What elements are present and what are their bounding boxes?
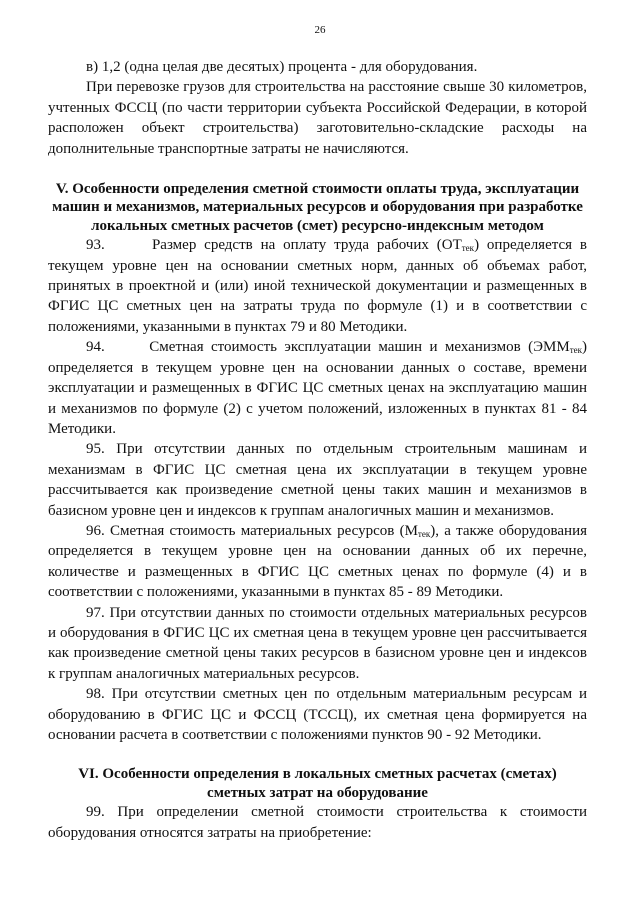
paragraph-93-text-start: Размер средств на оплату труда рабочих (ОТ bbox=[151, 237, 462, 254]
paragraph-93-number: 93. bbox=[86, 237, 105, 254]
paragraph-93 bbox=[48, 235, 587, 337]
paragraph-97: 97. При отсутствии данных по стоимости отдельных материальных ресурсов и оборудования в ФГИС ЦС их сметная цена в текущем уровне цен рассчитывается как произведение сметной цены таких ресурсов в базисном уровне цен и индексов к группам аналогичных материальных ресурсов. bbox=[48, 604, 587, 682]
paragraph-99: 99. При определении сметной стоимости строительства к стоимости оборудования относятся затраты на приобретение: bbox=[48, 804, 587, 841]
subscript-tek: тек bbox=[461, 243, 475, 254]
paragraph-93-text-end: ) определяется в текущем уровне цен на основании сметных норм, данных об объемах работ, принятых в проектной и (или) иной технической документации и размещенных в ФГИС ЦС сметных цен на затраты труда по формуле (1) и в соответствии с положениями, указанными в пунктах 79 и 80 Методики. bbox=[48, 237, 587, 335]
paragraph-96-text-start: 96. Сметная стоимость материальных ресурсов (М bbox=[86, 522, 418, 539]
paragraph-transport: При перевозке грузов для строительства на расстояние свыше 30 километров, учтенных ФССЦ (по части территории субъекта Российской Федерации, в которой расположен объект строительства) заготовительно-складские расходы на дополнительные транспортные затраты не начисляются. bbox=[48, 79, 587, 157]
paragraph-98: 98. При отсутствии сметных цен по отдельным материальным ресурсам и оборудованию в ФГИС ЦС и ФССЦ (ТССЦ), их сметная цена формируется на основании расчета в соответствии с положениями пунктов 90 - 92 Методики. bbox=[48, 686, 587, 743]
paragraph-96 bbox=[48, 521, 587, 603]
page-content bbox=[48, 57, 587, 843]
paragraph-95: 95. При отсутствии данных по отдельным строительным машинам и механизмам в ФГИС ЦС сметная цена их эксплуатации в текущем уровне рассчитывается как произведение сметной цены таких машин и механизмов в базисном уровне цен и индексов к группам аналогичных машин и механизмов. bbox=[48, 441, 587, 519]
section-v-heading: V. Особенности определения сметной стоимости оплаты труда, эксплуатации машин и механизмов, материальных ресурсов и оборудования при разработке локальных сметных расчетов (смет) ресурсно-индексным методом bbox=[52, 181, 583, 234]
subscript-tek: тек bbox=[569, 345, 582, 356]
paragraph-item-v: в) 1,2 (одна целая две десятых) процента - для оборудования. bbox=[86, 59, 478, 75]
paragraph-94-number: 94. bbox=[86, 339, 105, 356]
paragraph-94 bbox=[48, 337, 587, 439]
page-number: 26 bbox=[314, 24, 326, 36]
paragraph-94-text-start: Сметная стоимость эксплуатации машин и механизмов (ЭММ bbox=[149, 339, 570, 356]
subscript-tek: тек bbox=[417, 528, 431, 539]
paragraph-96-text-end: ), а также оборудования определяется в текущем уровне цен на основании данных об их перечне, количестве и размещенных в ФГИС ЦС сметных ценах по формуле (4) и в соответствии с положениями, указанными в пунктах 85 - 89 Методики. bbox=[48, 522, 587, 601]
paragraph-94-text-end: ) определяется в текущем уровне цен на основании данных о составе, времени эксплуатации и размещенных в ФГИС ЦС сметных ценах на эксплуатацию машин и механизмов по формуле (2) с учетом положений, изложенных в пунктах 81 - 84 Методики. bbox=[48, 339, 587, 437]
section-vi-heading: VI. Особенности определения в локальных сметных расчетах (сметах) сметных затрат на оборудование bbox=[78, 766, 557, 801]
